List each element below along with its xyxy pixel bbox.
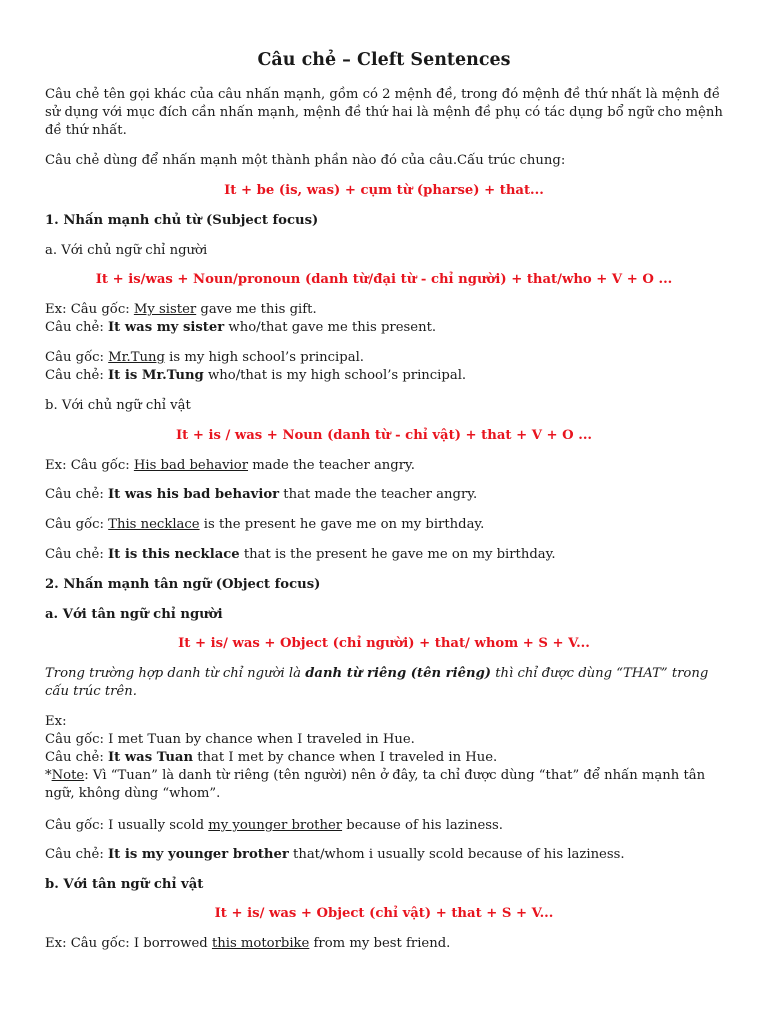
bold-phrase: It is Mr.Tung xyxy=(107,368,204,383)
example-line xyxy=(45,935,725,953)
example-text: gave me this gift. xyxy=(196,302,317,317)
section-1b-formula: It + is / was + Noun (danh từ - chỉ vật) + that + V + O ... xyxy=(175,428,593,443)
example-line xyxy=(45,817,725,835)
example-text: Ex: Câu gốc: xyxy=(45,458,134,473)
note-text: : Vì “Tuan” là danh từ riêng (tên người) nên ở đây, ta chỉ được dùng “that” để nhấn mạnh tân ngữ, không dùng “whom”. xyxy=(45,768,706,801)
example-text: is the present he gave me on my birthday. xyxy=(199,517,485,532)
note-text: Trong trường hợp danh từ chỉ người là xyxy=(45,666,306,681)
example-line xyxy=(45,367,725,385)
example-text: that made the teacher angry. xyxy=(279,487,478,502)
example-text: made the teacher angry. xyxy=(248,458,415,473)
example-text: is my high school’s principal. xyxy=(164,350,364,365)
intro-paragraph-2: Câu chẻ dùng để nhấn mạnh một thành phần nào đó của câu.Cấu trúc chung: xyxy=(45,153,566,168)
section-2a-formula: It + is/ was + Object (chỉ người) + that/ whom + S + V... xyxy=(178,636,590,651)
example-text: Câu chẻ: xyxy=(45,750,108,765)
example-text: that is the present he gave me on my birthday. xyxy=(239,547,556,562)
example-text: Câu chẻ: xyxy=(45,547,108,562)
example-text: Câu chẻ: xyxy=(45,320,108,335)
section-2b-formula: It + is/ was + Object (chỉ vật) + that + S + V... xyxy=(214,906,554,921)
example-line xyxy=(45,546,725,564)
bold-phrase: It was my sister xyxy=(107,320,225,335)
bold-phrase: It is my younger brother xyxy=(107,847,289,862)
example-text: that I met by chance when I traveled in Hue. xyxy=(193,750,498,765)
note-text: thì chỉ được dùng “THAT” trong cấu trúc trên. xyxy=(45,666,709,699)
section-2a-heading: a. Với tân ngữ chỉ người xyxy=(45,607,223,622)
example-block xyxy=(45,349,725,385)
underlined-phrase: this motorbike xyxy=(211,936,310,951)
example-text: Câu chẻ: xyxy=(45,368,108,383)
example-line xyxy=(45,516,725,534)
example-text: Ex: Câu gốc: xyxy=(45,302,134,317)
underlined-phrase: Mr.Tung xyxy=(108,350,165,365)
intro-paragraph: Câu chẻ tên gọi khác của câu nhấn mạnh, gồm có 2 mệnh đề, trong đó mệnh đề thứ nhất là mệnh đề sử dụng với mục đích cần nhấn mạnh, mệnh đề thứ hai là mệnh đề phụ có tác dụng bổ ngữ cho mệnh đề thứ nhất. xyxy=(45,87,723,138)
example-line xyxy=(45,319,725,337)
example-text: from my best friend. xyxy=(309,936,451,951)
underlined-phrase: Note xyxy=(51,768,85,783)
section-1b-heading: b. Với chủ ngữ chỉ vật xyxy=(45,398,191,413)
general-formula: It + be (is, was) + cụm từ (pharse) + that... xyxy=(224,183,544,198)
example-block xyxy=(45,301,725,337)
example-block xyxy=(45,713,725,803)
example-text: Ex: Câu gốc: I borrowed xyxy=(45,936,212,951)
underlined-phrase: my younger brother xyxy=(208,818,343,833)
bold-phrase: It was Tuan xyxy=(107,750,194,765)
example-line: Câu gốc: I met Tuan by chance when I traveled in Hue. xyxy=(45,732,415,747)
example-line xyxy=(45,749,725,767)
underlined-phrase: This necklace xyxy=(108,517,200,532)
bold-phrase: It was his bad behavior xyxy=(107,487,280,502)
section-1a-heading: a. Với chủ ngữ chỉ người xyxy=(45,243,208,258)
example-text: because of his laziness. xyxy=(342,818,503,833)
example-text: that/whom i usually scold because of his laziness. xyxy=(288,847,625,862)
note-star: * xyxy=(45,768,52,783)
example-text: Câu gốc: I usually scold xyxy=(45,818,209,833)
example-text: who/that gave me this present. xyxy=(224,320,437,335)
example-text: who/that is my high school’s principal. xyxy=(203,368,467,383)
underlined-phrase: My sister xyxy=(133,302,197,317)
example-line xyxy=(45,349,725,367)
example-text: Câu gốc: xyxy=(45,517,109,532)
note-line xyxy=(45,767,725,803)
example-text: Câu chẻ: xyxy=(45,487,108,502)
example-text: Câu gốc: xyxy=(45,350,109,365)
italic-note xyxy=(45,665,725,701)
bold-phrase: It is this necklace xyxy=(107,547,240,562)
section-2-heading: 2. Nhấn mạnh tân ngữ (Object focus) xyxy=(45,577,321,592)
example-label: Ex: xyxy=(45,714,67,729)
example-line xyxy=(45,457,725,475)
page-title: Câu chẻ – Cleft Sentences xyxy=(257,50,511,70)
bold-phrase: danh từ riêng (tên riêng) xyxy=(305,666,492,681)
example-line xyxy=(45,301,725,319)
example-line xyxy=(45,486,725,504)
example-line xyxy=(45,846,725,864)
section-1a-formula: It + is/was + Noun/pronoun (danh từ/đại từ - chỉ người) + that/who + V + O ... xyxy=(95,272,673,287)
section-2b-heading: b. Với tân ngữ chỉ vật xyxy=(45,877,204,892)
underlined-phrase: His bad behavior xyxy=(133,458,249,473)
section-1-heading: 1. Nhấn mạnh chủ từ (Subject focus) xyxy=(45,213,319,228)
example-text: Câu chẻ: xyxy=(45,847,108,862)
